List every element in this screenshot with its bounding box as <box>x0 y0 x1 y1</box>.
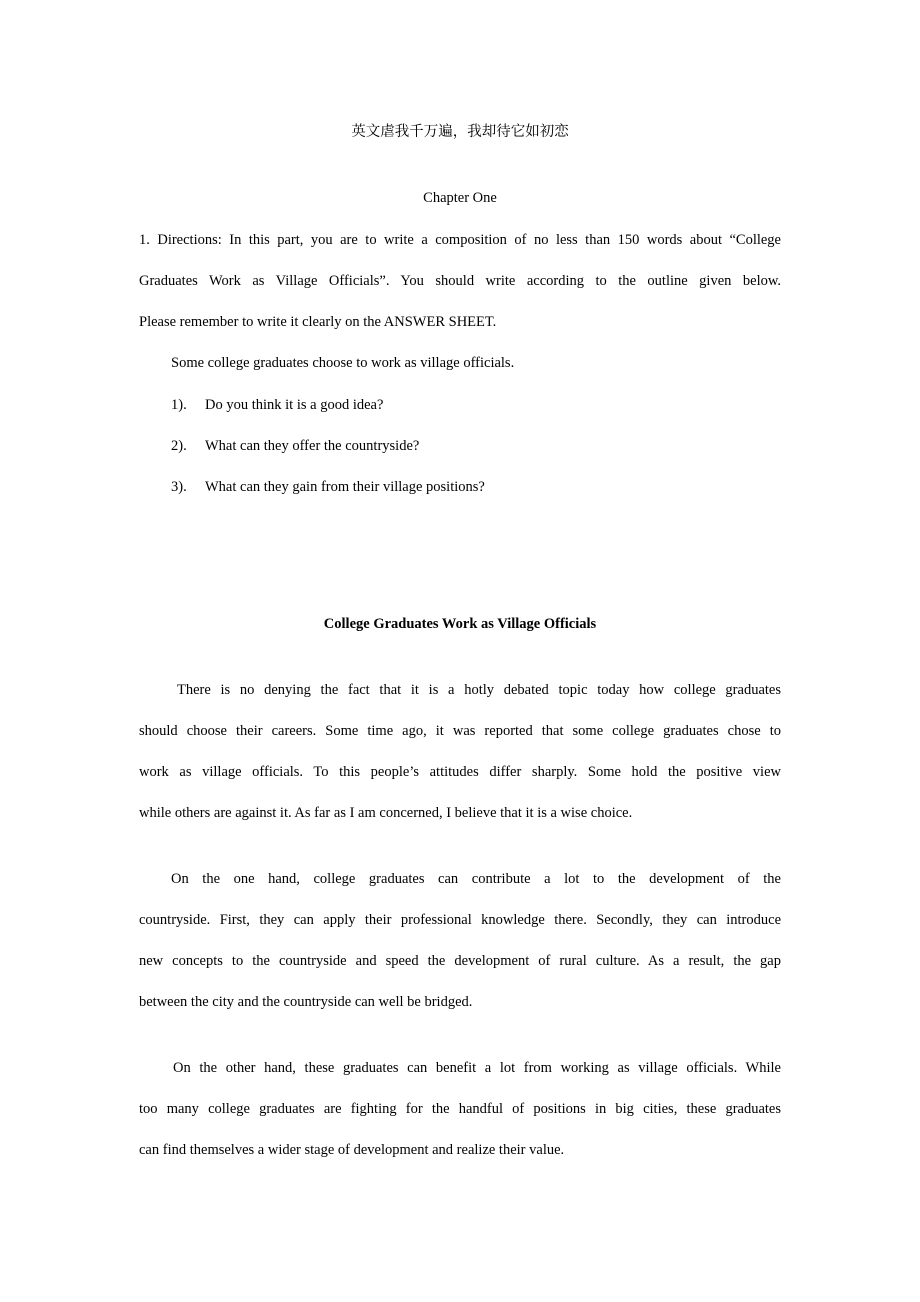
directions-line: Please remember to write it clearly on the ANSWER SHEET. <box>139 314 497 330</box>
paragraph-line: There is no denying the fact that it is a hotly debated topic today how college graduates <box>177 682 781 698</box>
directions-line: Graduates Work as Village Officials”. You should write according to the outline given below. <box>139 273 781 289</box>
outline-item-number: 3). <box>171 479 187 495</box>
outline-item <box>139 477 781 497</box>
paragraph-line: too many college graduates are fighting for the handful of positions in big cities, these graduates <box>139 1101 781 1117</box>
paragraph-line: countryside. First, they can apply their professional knowledge there. Secondly, they can introduce <box>139 912 781 928</box>
paragraph-line: between the city and the countryside can well be bridged. <box>139 994 473 1010</box>
outline-item-number: 1). <box>171 397 187 413</box>
paragraph-line: work as village officials. To this people’s attitudes differ sharply. Some hold the positive view <box>139 764 781 780</box>
essay-title: College Graduates Work as Village Officials <box>323 616 597 632</box>
paragraph-line: On the other hand, these graduates can benefit a lot from working as village officials. While <box>173 1060 781 1076</box>
outline-item-text: What can they offer the countryside? <box>205 438 420 454</box>
directions-line: 1. Directions: In this part, you are to write a composition of no less than 150 words about “College <box>139 232 781 248</box>
outline-item <box>139 395 781 415</box>
outline-item <box>139 436 781 456</box>
outline-item-text: Do you think it is a good idea? <box>205 397 384 413</box>
paragraph-line: can find themselves a wider stage of development and realize their value. <box>139 1142 565 1158</box>
paragraph-line: new concepts to the countryside and speed the development of rural culture. As a result, the gap <box>139 953 781 969</box>
directions-prompt: Some college graduates choose to work as village officials. <box>171 355 515 371</box>
paragraph-line: On the one hand, college graduates can contribute a lot to the development of the <box>171 871 781 887</box>
outline-item-text: What can they gain from their village positions? <box>205 479 485 495</box>
paragraph-line: while others are against it. As far as I am concerned, I believe that it is a wise choice. <box>139 805 633 821</box>
page-header: 英文虐我千万遍，我却待它如初恋 <box>351 124 569 140</box>
outline-item-number: 2). <box>171 438 187 454</box>
paragraph-line: should choose their careers. Some time ago, it was reported that some college graduates chose to <box>139 723 781 739</box>
chapter-title: Chapter One <box>423 190 497 206</box>
